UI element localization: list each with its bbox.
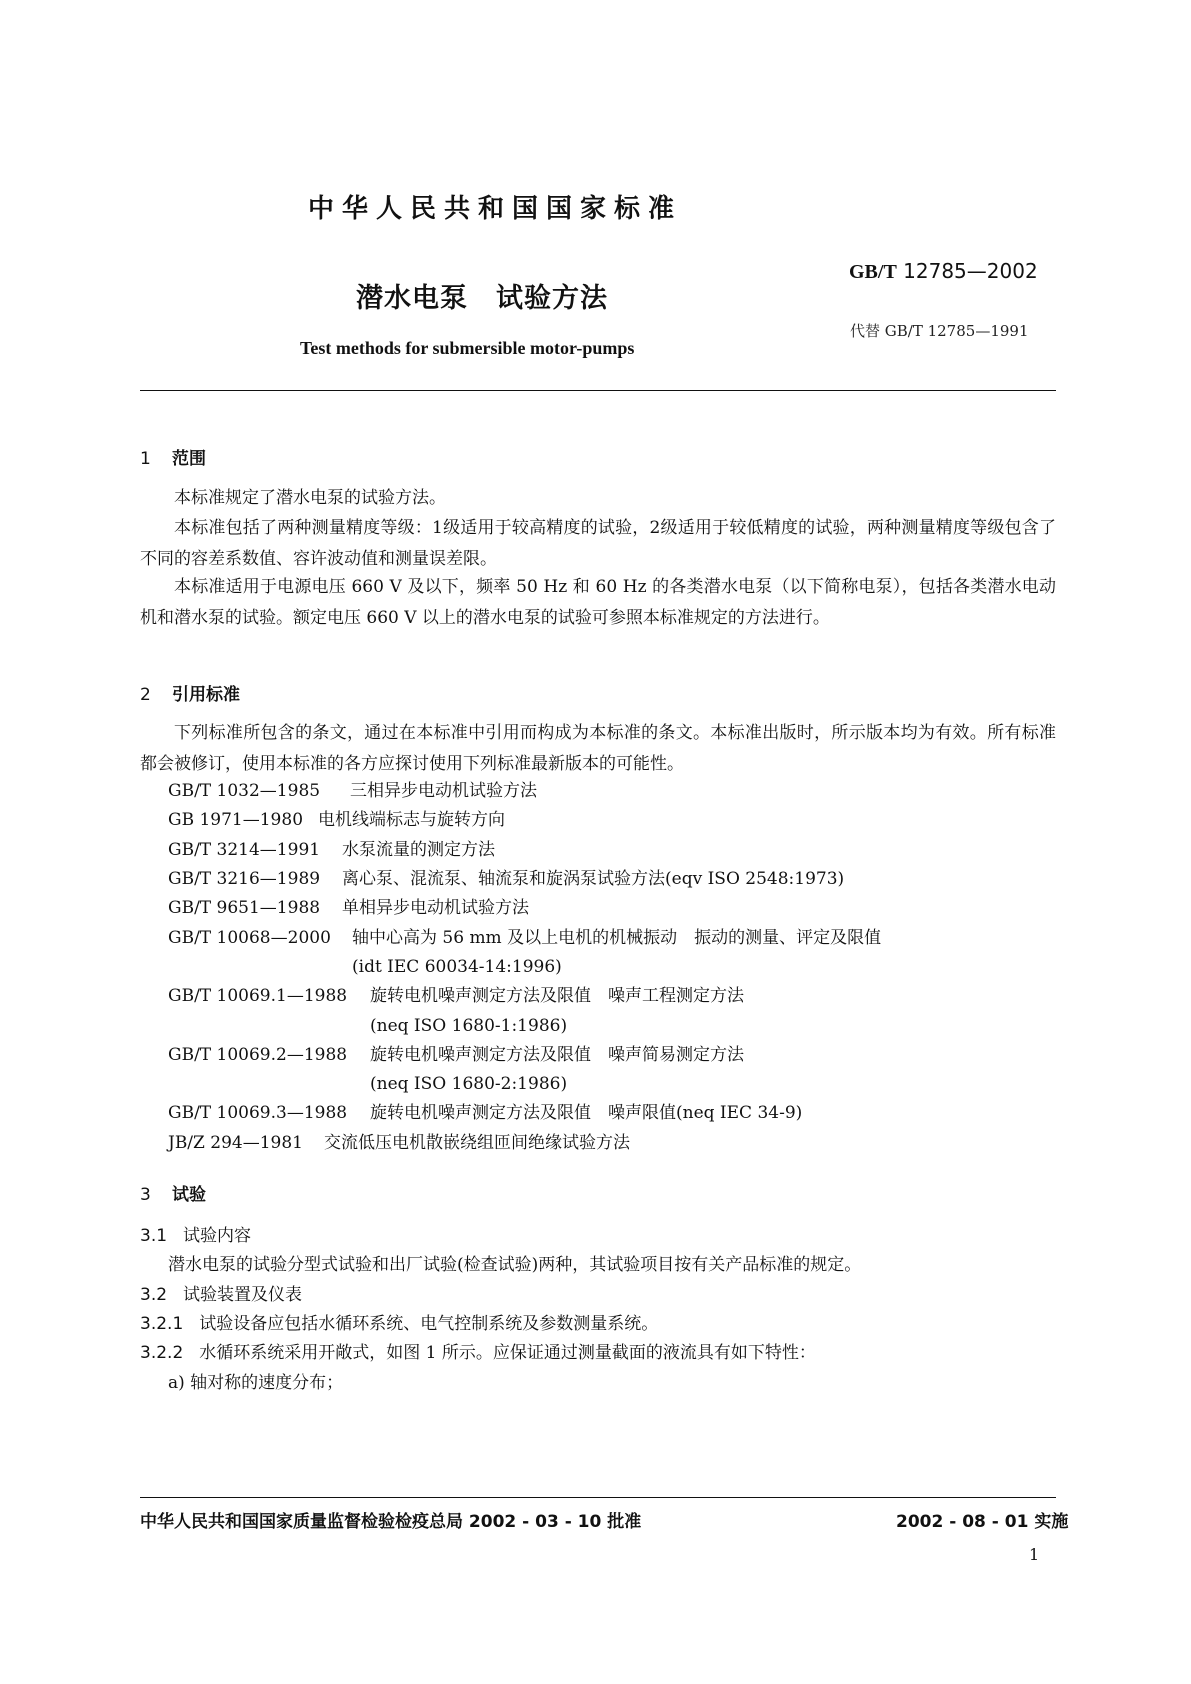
clause-3-2-2 — [140, 1338, 816, 1363]
section-3-heading — [140, 1180, 206, 1205]
reference-code: GB/T 3214—1991 — [168, 840, 321, 860]
section-title: 引用标准 — [172, 685, 240, 705]
clause-number: 3.2.2 — [140, 1343, 184, 1363]
section-title: 范围 — [172, 449, 206, 469]
reference-code: GB/T 10069.2—1988 — [168, 1045, 348, 1065]
reference-note: (neq ISO 1680-2:1986) — [370, 1074, 568, 1094]
reference-code: GB/T 1032—1985 — [168, 781, 321, 801]
section-1-heading — [140, 444, 206, 469]
footer-divider — [140, 1497, 1056, 1498]
subsection-number: 3.2 — [140, 1285, 168, 1305]
section-1-paragraph: 本标准适用于电源电压 660 V 及以下，频率 50 Hz 和 60 Hz 的各类潜水电泵（以下简称电泵），包括各类潜水电动机和潜水泵的试验。额定电压 660 V 以上的潜水电泵的试验可参照本标准规定的方法进行。 — [140, 577, 1056, 628]
reference-item — [168, 928, 881, 948]
section-title: 试验 — [172, 1185, 206, 1205]
list-item-a: a) 轴对称的速度分布； — [168, 1373, 344, 1393]
reference-title: 电机线端标志与旋转方向 — [318, 810, 505, 830]
section-2-heading — [140, 680, 240, 705]
reference-title: 旋转电机噪声测定方法及限值 噪声限值(neq IEC 34-9) — [370, 1103, 803, 1123]
reference-code: GB/T 9651—1988 — [168, 898, 321, 918]
subsection-3-2-heading — [140, 1280, 302, 1305]
clause-3-2-1 — [140, 1309, 658, 1334]
subsection-title: 试验装置及仪表 — [183, 1285, 303, 1305]
approval-line: 中华人民共和国国家质量监督检验检疫总局 2002 - 03 - 10 批准 — [140, 1512, 642, 1532]
standard-number — [849, 259, 1038, 284]
page-number: 1 — [1029, 1545, 1040, 1564]
standard-type: 中华人民共和国国家标准 — [308, 194, 683, 224]
reference-title: 单相异步电动机试验方法 — [342, 898, 529, 918]
reference-code: GB/T 10069.3—1988 — [168, 1103, 348, 1123]
reference-title: 离心泵、混流泵、轴流泵和旋涡泵试验方法(eqv ISO 2548:1973) — [342, 869, 845, 889]
reference-title: 旋转电机噪声测定方法及限值 噪声简易测定方法 — [370, 1045, 744, 1065]
header-divider — [140, 390, 1056, 391]
standard-prefix: GB/T — [849, 261, 897, 283]
reference-code: GB 1971—1980 — [168, 810, 304, 830]
replaces-standard: 代替 GB/T 12785—1991 — [850, 322, 1029, 340]
reference-code: JB/Z 294—1981 — [168, 1133, 303, 1153]
section-number: 1 — [140, 449, 151, 469]
reference-item — [168, 810, 505, 830]
reference-code: GB/T 3216—1989 — [168, 869, 321, 889]
section-1-paragraph: 本标准规定了潜水电泵的试验方法。 — [174, 488, 446, 508]
reference-item — [168, 869, 844, 889]
clause-text: 试验设备应包括水循环系统、电气控制系统及参数测量系统。 — [199, 1314, 659, 1334]
standard-number-value: 12785—2002 — [903, 259, 1038, 283]
reference-title: 旋转电机噪声测定方法及限值 噪声工程测定方法 — [370, 986, 744, 1006]
reference-title: 三相异步电动机试验方法 — [350, 781, 537, 801]
section-2-intro: 下列标准所包含的条文，通过在本标准中引用而构成为本标准的条文。本标准出版时，所示版本均为有效。所有标准都会被修订，使用本标准的各方应探讨使用下列标准最新版本的可能性。 — [140, 723, 1056, 774]
subsection-3-1-text: 潜水电泵的试验分型式试验和出厂试验(检查试验)两种，其试验项目按有关产品标准的规定。 — [168, 1255, 862, 1275]
subsection-title: 试验内容 — [183, 1226, 252, 1246]
reference-item — [168, 1133, 630, 1153]
document-title-cn: 潜水电泵 试验方法 — [356, 283, 608, 314]
reference-note: (neq ISO 1680-1:1986) — [370, 1016, 568, 1036]
reference-note: (idt IEC 60034-14:1996) — [352, 957, 562, 977]
section-number: 2 — [140, 685, 151, 705]
reference-code: GB/T 10069.1—1988 — [168, 986, 348, 1006]
clause-number: 3.2.1 — [140, 1314, 184, 1334]
reference-item — [168, 986, 744, 1006]
section-number: 3 — [140, 1185, 151, 1205]
subsection-3-1-heading — [140, 1221, 251, 1246]
document-title-en: Test methods for submersible motor-pumps — [300, 338, 635, 358]
reference-code: GB/T 10068—2000 — [168, 928, 331, 948]
clause-text: 水循环系统采用开敞式，如图 1 所示。应保证通过测量截面的液流具有如下特性： — [199, 1343, 816, 1363]
reference-item — [168, 781, 537, 801]
reference-item — [168, 898, 529, 918]
reference-item — [168, 1045, 744, 1065]
subsection-number: 3.1 — [140, 1226, 168, 1246]
reference-item — [168, 840, 495, 860]
reference-title: 交流低压电机散嵌绕组匝间绝缘试验方法 — [324, 1133, 630, 1153]
reference-title: 轴中心高为 56 mm 及以上电机的机械振动 振动的测量、评定及限值 — [352, 928, 882, 948]
reference-item — [168, 1103, 802, 1123]
section-1-paragraph: 本标准包括了两种测量精度等级：1级适用于较高精度的试验，2级适用于较低精度的试验，两种测量精度等级包含了不同的容差系数值、容许波动值和测量误差限。 — [140, 518, 1056, 569]
reference-title: 水泵流量的测定方法 — [342, 840, 495, 860]
effective-date: 2002 - 08 - 01 实施 — [896, 1512, 1069, 1532]
